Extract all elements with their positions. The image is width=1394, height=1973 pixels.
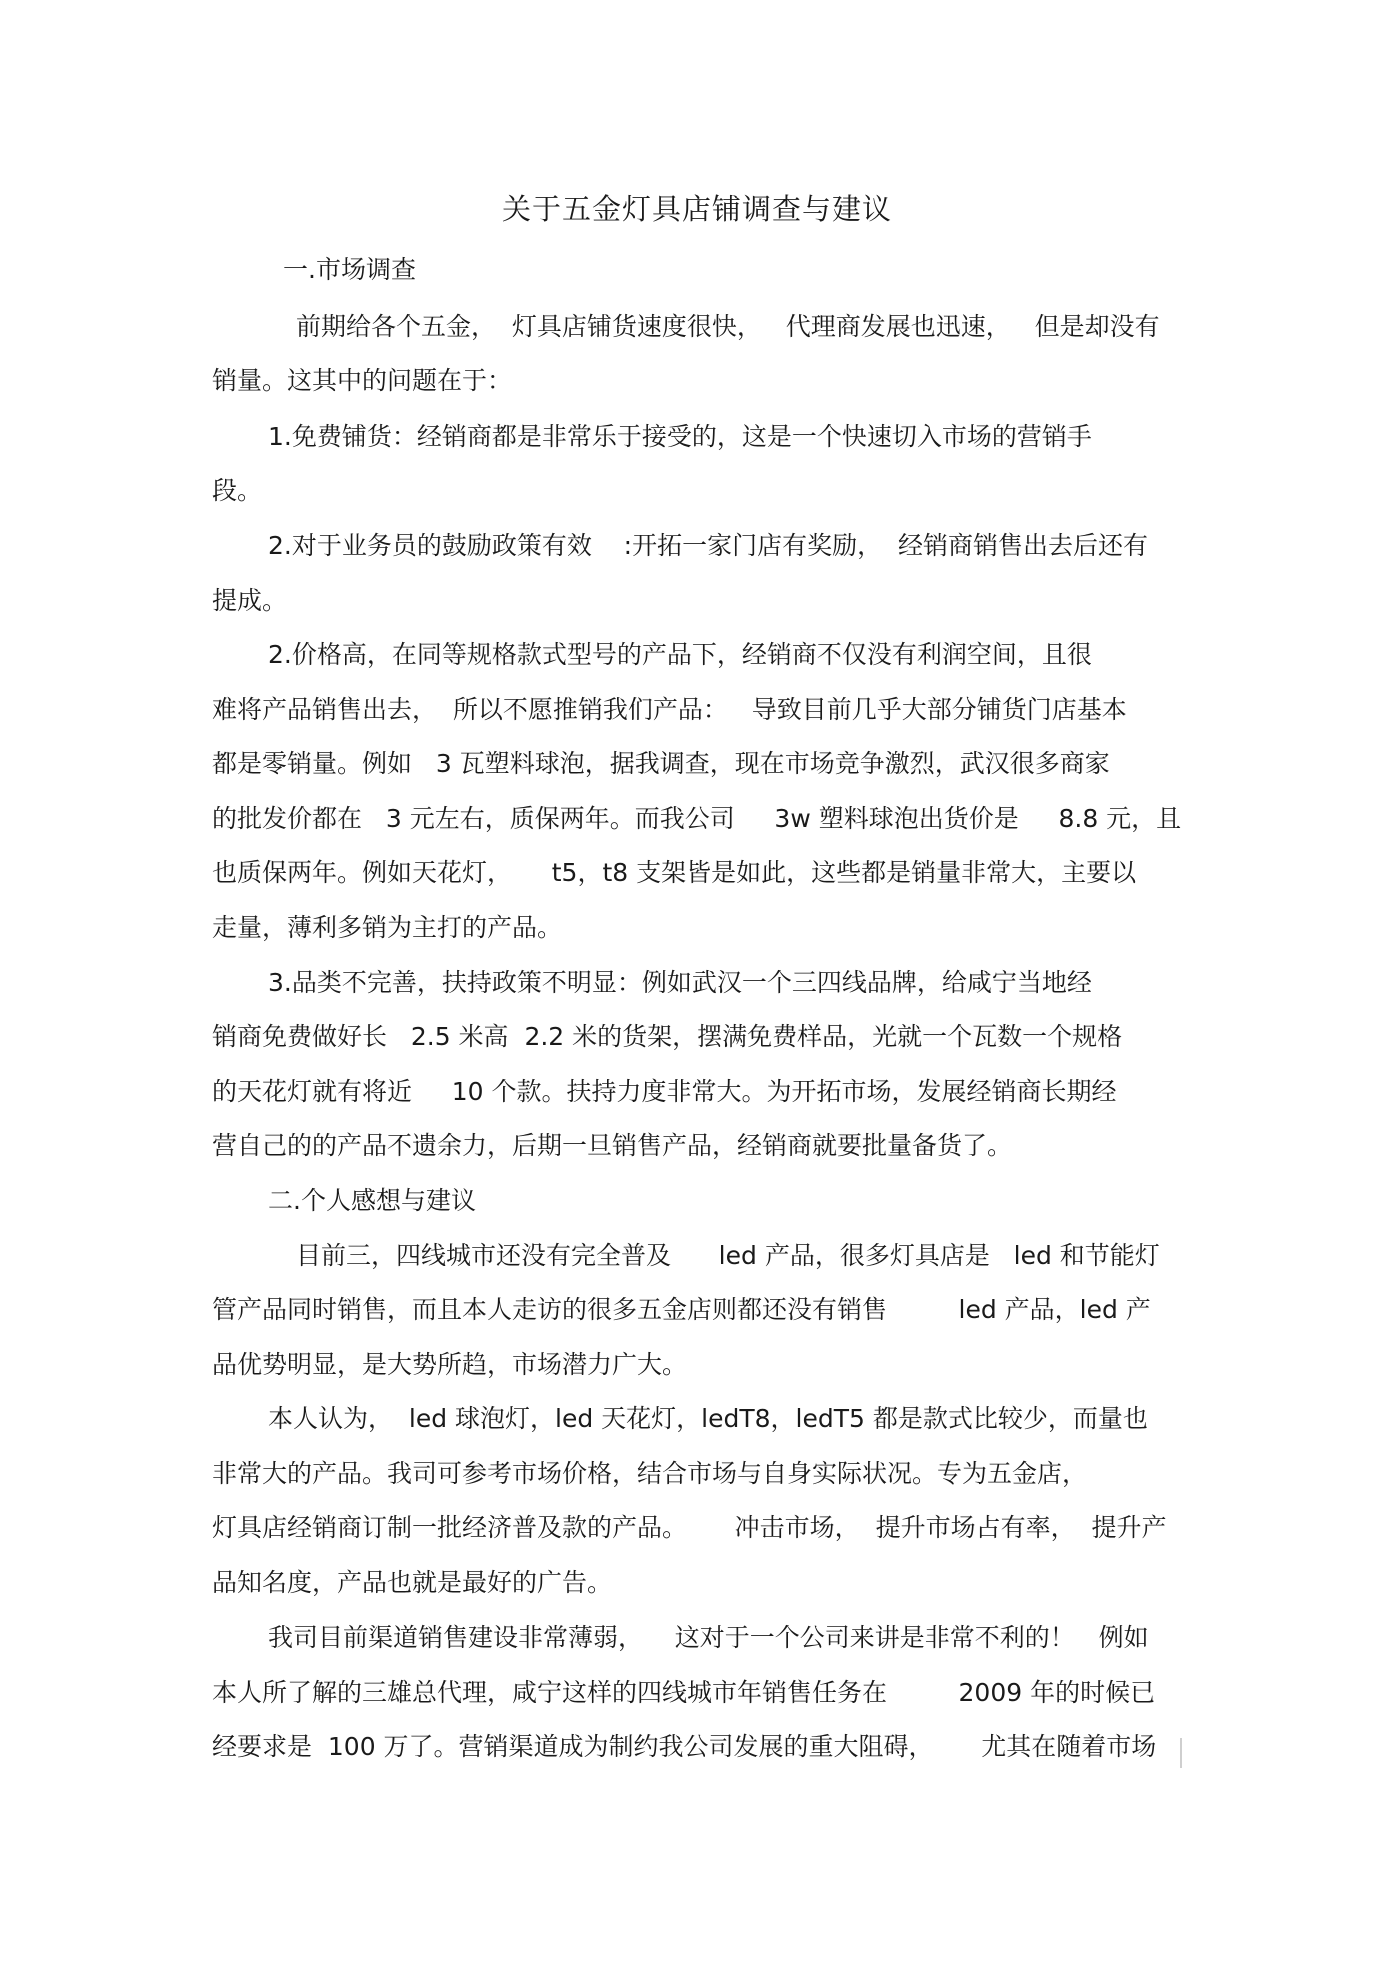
section-heading: 一.市场调查 bbox=[283, 255, 416, 284]
paragraph-line: 我司目前渠道销售建设非常薄弱， 这对于一个公司来讲是非常不利的！ 例如 bbox=[268, 1623, 1149, 1652]
paragraph-line: 的批发价都在 3 元左右，质保两年。而我公司 3w 塑料球泡出货价是 8.8 元，且 bbox=[212, 804, 1182, 833]
section-heading: 二.个人感想与建议 bbox=[268, 1186, 476, 1215]
document-title: 关于五金灯具店铺调查与建议 bbox=[501, 192, 892, 226]
paragraph-line: 非常大的产品。我司可参考市场价格，结合市场与自身实际状况。专为五金店， bbox=[212, 1459, 1088, 1488]
paragraph-line: 本人认为， led 球泡灯，led 天花灯，ledT8，ledT5 都是款式比较少，而量也 bbox=[268, 1404, 1148, 1433]
page-edge-mark bbox=[1180, 1738, 1182, 1768]
paragraph-line: 品知名度，产品也就是最好的广告。 bbox=[212, 1568, 613, 1597]
paragraph-line: 走量，薄利多销为主打的产品。 bbox=[212, 913, 563, 942]
paragraph-line: 灯具店经销商订制一批经济普及款的产品。 冲击市场， 提升市场占有率， 提升产 bbox=[212, 1513, 1167, 1542]
paragraph-line: 前期给各个五金， 灯具店铺货速度很快， 代理商发展也迅速， 但是却没有 bbox=[296, 312, 1160, 341]
paragraph-line: 难将产品销售出去， 所以不愿推销我们产品： 导致目前几乎大部分铺货门店基本 bbox=[212, 695, 1127, 724]
paragraph-line: 目前三，四线城市还没有完全普及 led 产品，很多灯具店是 led 和节能灯 bbox=[296, 1241, 1160, 1270]
paragraph-line: 经要求是 100 万了。营销渠道成为制约我公司发展的重大阻碍， 尤其在随着市场 bbox=[212, 1732, 1157, 1761]
paragraph-line: 的天花灯就有将近 10 个款。扶持力度非常大。为开拓市场，发展经销商长期经 bbox=[212, 1077, 1117, 1106]
paragraph-line: 营自己的的产品不遗余力，后期一旦销售产品，经销商就要批量备货了。 bbox=[212, 1131, 1013, 1160]
paragraph-line: 本人所了解的三雄总代理，咸宁这样的四线城市年销售任务在 2009 年的时候已 bbox=[212, 1678, 1156, 1707]
paragraph-line: 提成。 bbox=[212, 586, 288, 615]
paragraph-line: 也质保两年。例如天花灯， t5，t8 支架皆是如此，这些都是销量非常大，主要以 bbox=[212, 858, 1137, 887]
paragraph-line: 管产品同时销售，而且本人走访的很多五金店则都还没有销售 led 产品，led 产 bbox=[212, 1295, 1151, 1324]
paragraph-line: 销商免费做好长 2.5 米高 2.2 米的货架，摆满免费样品，光就一个瓦数一个规格 bbox=[212, 1022, 1123, 1051]
paragraph-line: 品优势明显，是大势所趋，市场潜力广大。 bbox=[212, 1350, 688, 1379]
paragraph-line: 销量。这其中的问题在于： bbox=[212, 366, 513, 395]
paragraph-line: 2.对于业务员的鼓励政策有效 :开拓一家门店有奖励， 经销商销售出去后还有 bbox=[268, 531, 1148, 560]
paragraph-line: 都是零销量。例如 3 瓦塑料球泡，据我调查，现在市场竞争激烈，武汉很多商家 bbox=[212, 749, 1110, 778]
paragraph-line: 1.免费铺货：经销商都是非常乐于接受的，这是一个快速切入市场的营销手 bbox=[268, 422, 1092, 451]
paragraph-line: 2.价格高，在同等规格款式型号的产品下，经销商不仅没有利润空间，且很 bbox=[268, 640, 1092, 669]
paragraph-line: 3.品类不完善，扶持政策不明显：例如武汉一个三四线品牌，给咸宁当地经 bbox=[268, 968, 1092, 997]
paragraph-line: 段。 bbox=[212, 476, 263, 505]
